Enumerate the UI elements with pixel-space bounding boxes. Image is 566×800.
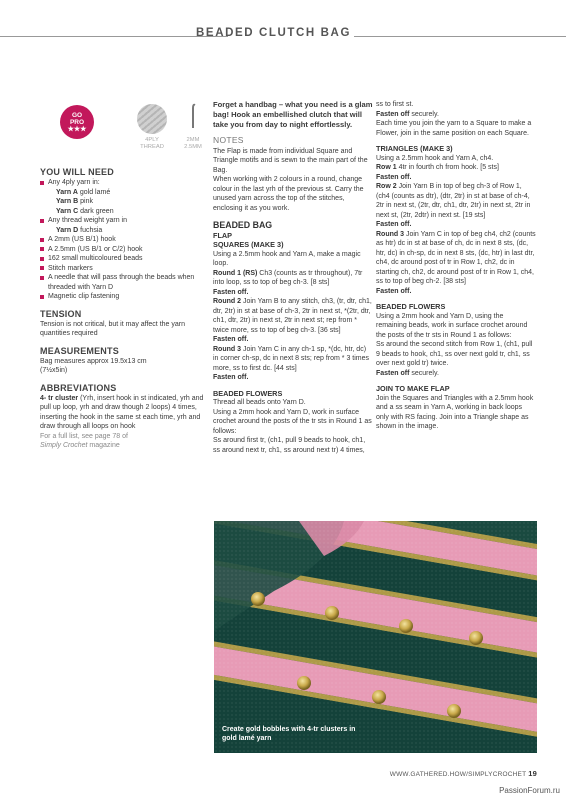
materials-list-item [40, 292, 210, 302]
materials-item-text: Stitch markers [48, 264, 93, 272]
fasten-off-label: Fasten off [376, 287, 410, 295]
triangles-instruction: Using a 2.5mm hook and Yarn A, ch4. [376, 154, 494, 162]
round-label: Round 1 (RS) [213, 269, 258, 277]
beaded-flowers-p1: Thread all beads onto Yarn D. [213, 399, 306, 406]
pattern-column-1 [213, 100, 373, 455]
you-will-need-heading: YOU WILL NEED [40, 167, 114, 177]
abbreviation-note-text: For a full list, see page 78 of [40, 432, 128, 440]
triangle-row-2 [376, 182, 536, 220]
header-rule-right [354, 36, 566, 37]
square-round-3 [213, 345, 373, 374]
flowers-join-note: Each time you join the yarn to a Square to make a Flower, join in the same position on each Square. [376, 120, 532, 137]
crochet-fabric-illustration [214, 521, 537, 753]
materials-list-item [40, 264, 210, 274]
fasten-off-note [376, 220, 536, 230]
go-pro-line2: PRO [69, 119, 85, 126]
difficulty-stars: ★★★ [67, 126, 87, 133]
materials-item-text: Magnetic clip fastening [48, 293, 120, 300]
photo-caption: Create gold bobbles with 4-tr clusters in gold lamé yarn [222, 726, 356, 742]
fasten-off-label: Fasten off [213, 288, 247, 296]
round-label: Round 2 [213, 298, 241, 305]
page-number: 19 [528, 769, 537, 778]
yarn-label: Yarn A [56, 188, 78, 196]
materials-item-text: A 2mm (US B/1) hook [48, 236, 116, 243]
materials-list-item [40, 235, 210, 245]
row-label: Round 3 [376, 230, 404, 238]
beaded-flowers2-p2: Ss around the second stitch from Row 1, (ch1, pull 9 beads to hook, ch1, ss over next gold tr, ch1, ss over next gold tr) twice. [376, 341, 533, 367]
row-label: Row 1 [376, 164, 397, 171]
notes-heading: NOTES [213, 135, 244, 145]
materials-list-item [40, 216, 210, 226]
go-pro-line1: GO [71, 112, 83, 119]
fasten-off-note [376, 173, 536, 183]
row-text: Join Yarn B in top of beg ch-3 of Row 1, (ch4 (counts as dtr), (dtr, 2tr) in st at base of ch-4, 2tr in next st, (2tr, dtr, ch1, dtr, 2tr) in next st, 2tr in next st, (2tr, 2dtr) in next st. [19 sts] [376, 183, 531, 219]
materials-item-text: A 2.5mm (US B/1 or C/2) hook [48, 245, 143, 253]
watermark: PassionForum.ru [499, 786, 560, 795]
fasten-off-note [213, 288, 373, 298]
abbreviations-heading: ABBREVIATIONS [40, 382, 117, 393]
tension-section [40, 309, 210, 339]
materials-list [40, 178, 210, 302]
fasten-off-dot: . [246, 288, 249, 296]
row-label: Row 2 [376, 183, 397, 190]
beaded-flowers2-p1: Using a 2mm hook and Yarn D, using the remaining beads, work in surface crochet around the posts of the tr sts in Round 1 as follows: [376, 312, 528, 339]
materials-item-text: gold lamé [77, 188, 111, 196]
yarn-caption-weight: 4PLY [145, 137, 159, 143]
fasten-off-dot: . [409, 173, 412, 181]
materials-list-item [40, 178, 210, 188]
fasten-off-label: Fasten off [376, 221, 410, 228]
square-round-2 [213, 297, 373, 335]
fasten-off-dot: . [246, 336, 249, 343]
tension-text: Tension is not critical, but it may affect the yarn quantities required [40, 320, 185, 337]
fasten-off-suffix: securely. [409, 369, 439, 377]
join-flap-heading: JOIN TO MAKE FLAP [376, 384, 450, 393]
fasten-off-label: Fasten off [213, 374, 247, 381]
footer-url[interactable]: WWW.GATHERED.HOW/SIMPLYCROCHET [389, 771, 527, 778]
fasten-off-dot: . [409, 287, 412, 295]
row-text: 4tr in fourth ch from hook. [5 sts] [396, 164, 499, 171]
yarn-caption [127, 137, 177, 151]
beaded-flowers-heading: BEADED FLOWERS [213, 388, 283, 398]
materials-list-item [40, 273, 210, 292]
abbreviation-term: 4- tr cluster [40, 394, 79, 402]
round-label: Round 3 [213, 345, 241, 353]
materials-item-text: Any thread weight yarn in [48, 217, 127, 224]
round-text: Join Yarn C in any ch-1 sp, *(dc, htr, dc) in corner ch-sp, dc in next 8 sts; rep from * 3 times more, ss to first dc. [44 sts] [213, 345, 370, 372]
fasten-off-label: Fasten off [376, 110, 410, 118]
yarn-label: Yarn C [56, 207, 79, 215]
materials-item-text: A needle that will pass through the beads when threaded with Yarn D [48, 274, 195, 291]
yarn-label: Yarn B [56, 198, 79, 205]
fasten-off-label: Fasten off [213, 336, 247, 343]
fasten-off-suffix: securely. [409, 110, 439, 118]
fasten-off-dot: . [246, 374, 249, 381]
crochet-photo [214, 521, 537, 753]
crochet-hook-icon [190, 103, 196, 129]
pattern-column-2 [376, 100, 536, 432]
page-title: BEADED CLUTCH BAG [196, 27, 351, 39]
triangles-heading: TRIANGLES (MAKE 3) [376, 144, 453, 153]
fasten-off-note [376, 110, 536, 120]
measurements-text: Bag measures approx 19.5x13 cm [40, 357, 147, 365]
materials-item-text: 162 small multicoloured beads [48, 255, 143, 262]
hook-caption [173, 137, 213, 151]
sidebar [40, 100, 210, 458]
abbreviation-note [40, 432, 210, 451]
materials-list-item [40, 197, 210, 207]
notes-paragraph-1: The Flap is made from individual Square and Triangle motifs and is sewn to the main part of the Bag. [213, 147, 368, 174]
notes-paragraph-2: When working with 2 colours in a round, change colour in the last yrh of the previous st. Carry the unused yarn across the top of the stitches, enclosing it as you work. [213, 176, 364, 212]
materials-item-text: fuchsia [78, 226, 103, 234]
flowers-finish: ss to first st. [376, 101, 414, 108]
magazine-name: Simply Crochet [40, 442, 88, 449]
yarn-label: Yarn D [56, 226, 79, 234]
fasten-off-label: Fasten off [376, 369, 410, 377]
skill-badges [40, 100, 210, 164]
fasten-off-note [213, 373, 373, 383]
intro-text: Forget a handbag – what you need is a glam bag! Hook an embellished clutch that will take you from day to night effortlessly. [213, 100, 373, 129]
fasten-off-note [376, 369, 536, 379]
fasten-off-note [376, 287, 536, 297]
materials-item-text: Any 4ply yarn in: [48, 179, 100, 186]
tension-heading: TENSION [40, 308, 82, 319]
materials-list-item [40, 188, 210, 198]
row-text: Join Yarn C in top of beg ch4, ch2 (counts as htr) dc in st at base of ch, dc in next 8 sts, (dc, htr, dc) in ch-sp, dc in next 8 sts, (dc, htr) in last dtr, ch4, dc around post of tr in Row 1, ch2, dc in starting ch, ch2, dc around post of tr in Row 1, ch4, ss to top of beg ch-2. [38 sts] [376, 230, 536, 285]
measurements-section [40, 346, 210, 376]
materials-item-text: dark green [78, 207, 114, 215]
materials-list-item [40, 207, 210, 217]
abbreviation-entry [40, 394, 210, 432]
yarn-ball-icon [137, 104, 167, 134]
round-text: Join Yarn B to any stitch, ch3, (tr, dtr, ch1, dtr, 2tr) in st at base of ch-3, 2tr in next st, *(2tr, dtr, ch1, dtr, 2tr) in next st, 2tr in next st; rep from * twice more, ss to top of beg ch-3. [36 sts] [213, 298, 372, 334]
abbreviation-definition: (Yrh, insert hook in st indicated, yrh and pull up loop, yrh and draw though 2 loops) 4 times, inserting the hook in the same st each time, yrh and draw through all loops on hook [40, 394, 204, 430]
beaded-flowers-heading-2: BEADED FLOWERS [376, 302, 446, 311]
hook-caption-size2: 2.5MM [184, 144, 202, 150]
fasten-off-label: Fasten off [376, 173, 410, 181]
join-flap-text: Join the Squares and Triangles with a 2.5mm hook and a ss seam in Yarn A, working in back loops only with RS facing. Join into a Triangle shape as shown in the image. [376, 394, 534, 430]
square-round-1 [213, 269, 373, 288]
beaded-flowers-p3: Ss around first tr, (ch1, pull 9 beads to hook, ch1, ss around next tr, ch1, ss around next tr) 4 times, [213, 437, 366, 454]
page-footer [390, 769, 537, 778]
materials-list-item [40, 254, 210, 264]
triangle-round-3 [376, 230, 536, 287]
flap-heading: FLAP [213, 230, 233, 240]
beaded-flowers-p2: Using a 2mm hook and Yarn D, work in surface crochet around the posts of the tr sts in Round 1 as follows: [213, 408, 372, 435]
squares-heading: SQUARES (MAKE 3) [213, 240, 284, 249]
go-pro-badge [60, 105, 94, 139]
measurements-heading: MEASUREMENTS [40, 345, 119, 356]
abbreviations-section [40, 383, 210, 451]
materials-item-text: pink [78, 198, 93, 205]
round-text: Ch3 (counts as tr throughout), 7tr into loop, ss to top of beg ch-3. [8 sts] [213, 269, 363, 286]
materials-list-item [40, 245, 210, 255]
materials-list-item [40, 226, 210, 236]
fasten-off-dot: . [409, 221, 412, 228]
you-will-need-section [40, 167, 210, 302]
magazine-suffix: magazine [87, 442, 120, 449]
hook-caption-size1: 2MM [186, 137, 200, 143]
squares-instruction: Using a 2.5mm hook and Yarn A, make a magic loop. [213, 250, 361, 267]
measurements-inches: (7½x5in) [40, 367, 68, 374]
fasten-off-note [213, 335, 373, 345]
yarn-caption-type: THREAD [140, 144, 164, 150]
beaded-bag-heading: BEADED BAG [213, 220, 273, 230]
triangle-row-1 [376, 163, 536, 173]
